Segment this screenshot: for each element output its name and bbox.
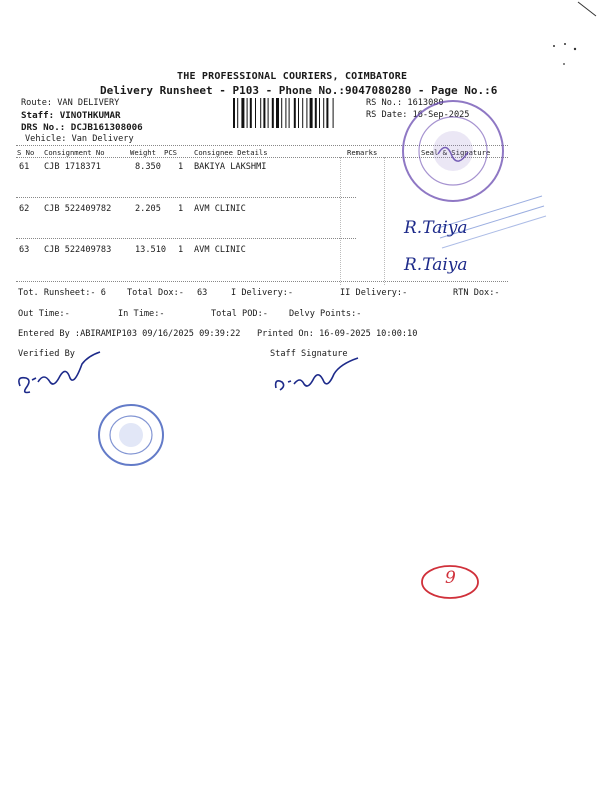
barcode-bar	[241, 98, 244, 128]
i-delivery: I Delivery:-	[231, 288, 294, 298]
total-dox-label: Total Dox:-	[127, 288, 184, 298]
total-pod: Total POD:-	[211, 309, 268, 319]
office-round-stamp	[96, 402, 166, 468]
rs-date: RS Date: 16-Sep-2025	[366, 110, 470, 120]
scan-marks	[520, 0, 600, 80]
col-header-consignment: Consignment No	[44, 148, 105, 157]
drs-number: DRS No.: DCJB161308006	[21, 122, 143, 133]
row-sno: 61	[19, 162, 30, 172]
route-label: Route: VAN DELIVERY	[21, 98, 120, 108]
barcode-bar	[237, 98, 238, 128]
row-sno: 63	[19, 245, 30, 255]
barcode-bar	[285, 98, 286, 128]
column-separator	[340, 157, 341, 285]
barcode-bar	[315, 98, 317, 128]
table-bottom-rule	[16, 281, 508, 282]
barcode-bar	[272, 98, 274, 128]
vehicle-label: Vehicle: Van Delivery	[25, 134, 134, 144]
recipient-signature: R.Taiya	[404, 218, 468, 238]
barcode-bar	[263, 98, 265, 128]
ii-delivery: II Delivery:-	[340, 288, 408, 298]
barcode-bar	[326, 98, 328, 128]
col-header-consignee: Consignee Details	[194, 148, 268, 157]
barcode-bar	[310, 98, 313, 128]
staff-label: Staff: VINOTHKUMAR	[21, 110, 121, 121]
barcode-bar	[268, 98, 269, 128]
col-header-sno: S No	[17, 148, 35, 157]
barcode-bar	[298, 98, 299, 128]
out-time: Out Time:-	[18, 309, 70, 319]
barcode-bar	[276, 98, 279, 128]
row-consignment: CJB 522409782	[44, 204, 112, 214]
row-pcs: 1	[178, 162, 184, 172]
red-page-number: 9	[445, 568, 456, 588]
barcode-bar	[333, 98, 334, 128]
entered-by: Entered By :ABIRAMIP103 09/16/2025 09:39:22	[18, 329, 241, 339]
printed-on: Printed On: 16-09-2025 10:00:10	[257, 329, 418, 339]
col-header-weight: Weight	[130, 148, 156, 157]
barcode-bar	[247, 98, 248, 128]
in-time: In Time:-	[118, 309, 165, 319]
row-consignment: CJB 522409783	[44, 245, 112, 255]
row-pcs: 1	[178, 245, 184, 255]
row-weight: 13.510	[135, 245, 167, 255]
verified-by-label: Verified By	[18, 349, 75, 359]
rs-number: RS No.: 1613080	[366, 98, 444, 108]
barcode-bar	[255, 98, 256, 128]
row-sno: 62	[19, 204, 30, 214]
barcode-bar	[306, 98, 307, 128]
col-header-seal-signature: Seal & Signature	[421, 148, 491, 157]
row-weight: 8.350	[135, 162, 161, 172]
row-divider	[16, 238, 356, 239]
tot-runsheet: Tot. Runsheet:- 6	[18, 288, 106, 298]
barcode-bar	[289, 98, 290, 128]
staff-signature-label: Staff Signature	[270, 349, 348, 359]
staff-signature	[272, 346, 372, 394]
column-separator	[384, 157, 385, 285]
row-consignee: AVM CLINIC	[194, 204, 246, 214]
barcode-bar	[281, 98, 282, 128]
barcode	[233, 98, 361, 128]
total-dox-value: 63	[197, 288, 208, 298]
barcode-bar	[294, 98, 296, 128]
row-pcs: 1	[178, 204, 184, 214]
barcode-bar	[323, 98, 324, 128]
barcode-bar	[250, 98, 252, 128]
barcode-bar	[302, 98, 303, 128]
barcode-bar	[233, 98, 235, 128]
row-divider	[16, 197, 356, 198]
delvy-points: Delvy Points:-	[289, 309, 362, 319]
row-weight: 2.205	[135, 204, 161, 214]
col-header-remarks: Remarks	[347, 148, 378, 157]
row-consignee: AVM CLINIC	[194, 245, 246, 255]
recipient-signature: R.Taiya	[404, 255, 468, 275]
col-header-pcs: PCS	[164, 148, 177, 157]
row-consignee: BAKIYA LAKSHMI	[194, 162, 267, 172]
company-title: THE PROFESSIONAL COURIERS, COIMBATORE	[177, 71, 408, 82]
barcode-bar	[319, 98, 320, 128]
barcode-bar	[260, 98, 261, 128]
rtn-dox: RTN Dox:-	[453, 288, 500, 298]
verifier-signature	[14, 342, 109, 400]
runsheet-title: Delivery Runsheet - P103 - Phone No.:9047080280 - Page No.:6	[100, 84, 498, 97]
row-consignment: CJB 1718371	[44, 162, 101, 172]
